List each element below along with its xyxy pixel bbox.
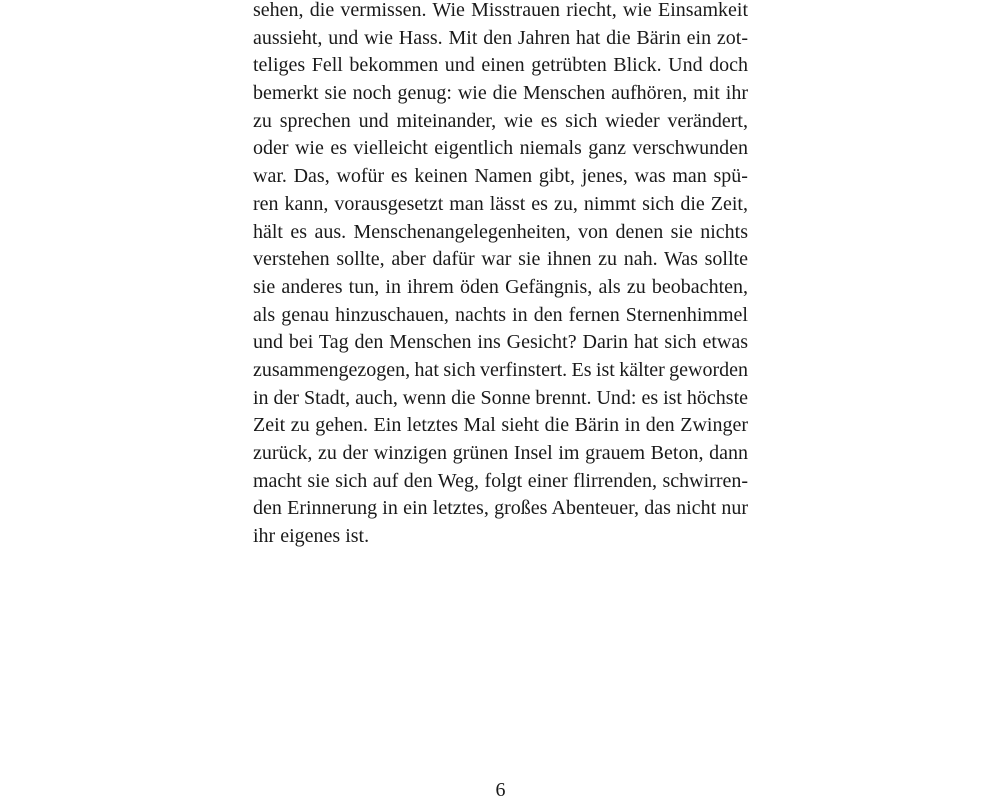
text-line: und bei Tag den Menschen ins Gesicht? Darin hat sich etwas [253, 331, 748, 354]
text-line: in der Stadt, auch, wenn die Sonne brennt. Und: es ist höchste [253, 386, 749, 409]
text-line: als genau hinzuschauen, nachts in den fernen Sternenhimmel [253, 303, 748, 326]
page-number: 6 [495, 779, 506, 800]
text-line: ren kann, vorausgesetzt man lässt es zu, nimmt sich die Zeit, [253, 192, 748, 215]
paragraph-text-block [253, 0, 748, 551]
text-line: teliges Fell bekommen und einen getrübten Blick. Und doch [253, 54, 748, 77]
text-line: den Erinnerung in ein letztes, großes Abenteuer, das nicht nur [253, 497, 749, 520]
text-line: aussieht, und wie Hass. Mit den Jahren hat die Bärin ein zot- [253, 26, 749, 49]
text-line: bemerkt sie noch genug: wie die Menschen aufhören, mit ihr [253, 82, 748, 105]
text-line: verstehen sollte, aber dafür war sie ihnen zu nah. Was sollte [253, 248, 748, 271]
text-line: zu sprechen und miteinander, wie es sich wieder verändert, [253, 109, 748, 132]
text-line: war. Das, wofür es keinen Namen gibt, jenes, was man spü- [253, 165, 748, 188]
text-line: macht sie sich auf den Weg, folgt einer flirrenden, schwirren- [253, 469, 749, 492]
text-line: oder wie es vielleicht eigentlich niemals ganz verschwunden [253, 137, 748, 160]
text-line: sie anderes tun, in ihrem öden Gefängnis, als zu beobachten, [253, 275, 748, 298]
text-line: sehen, die vermissen. Wie Misstrauen riecht, wie Einsamkeit [253, 0, 749, 21]
text-line: zusammengezogen, hat sich verfinstert. Es ist kälter geworden [253, 358, 749, 381]
text-line: hält es aus. Menschenangelegenheiten, von denen sie nichts [253, 220, 748, 243]
text-line: zurück, zu der winzigen grünen Insel im grauem Beton, dann [253, 442, 748, 464]
text-line-last: ihr eigenes ist. [253, 525, 370, 548]
text-line: Zeit zu gehen. Ein letztes Mal sieht die Bärin in den Zwinger [253, 414, 749, 437]
